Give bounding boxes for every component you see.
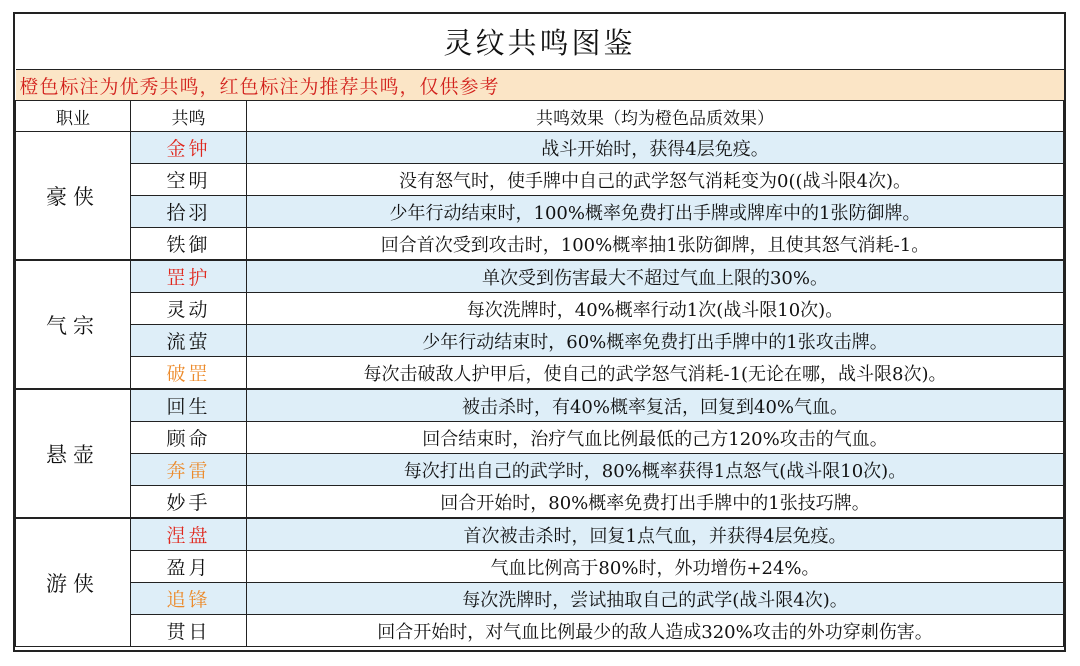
table-row bbox=[16, 454, 1064, 486]
table-row bbox=[16, 164, 1064, 196]
table-row bbox=[16, 518, 1064, 551]
resonance-table bbox=[15, 14, 1064, 647]
resonance-effect: 每次洗牌时，尝试抽取自己的武学(战斗限4次)。 bbox=[247, 583, 1064, 615]
job-cell: 游侠 bbox=[16, 518, 131, 647]
resonance-name: 奔雷 bbox=[131, 454, 247, 486]
resonance-effect: 回合首次受到攻击时，100%概率抽1张防御牌，且使其怒气消耗-1。 bbox=[247, 228, 1064, 261]
table-row bbox=[16, 196, 1064, 228]
table-row bbox=[16, 422, 1064, 454]
resonance-name: 空明 bbox=[131, 164, 247, 196]
resonance-effect: 每次洗牌时，40%概率行动1次(战斗限10次)。 bbox=[247, 293, 1064, 325]
table-row bbox=[16, 486, 1064, 519]
table-row bbox=[16, 260, 1064, 293]
resonance-effect: 回合结束时，治疗气血比例最低的己方120%攻击的气血。 bbox=[247, 422, 1064, 454]
resonance-effect: 少年行动结束时，60%概率免费打出手牌中的1张攻击牌。 bbox=[247, 325, 1064, 357]
resonance-effect: 少年行动结束时，100%概率免费打出手牌或牌库中的1张防御牌。 bbox=[247, 196, 1064, 228]
table-row bbox=[16, 325, 1064, 357]
table-header-row bbox=[16, 101, 1064, 132]
resonance-name: 顾命 bbox=[131, 422, 247, 454]
job-cell: 悬壶 bbox=[16, 389, 131, 518]
resonance-name: 回生 bbox=[131, 389, 247, 422]
table-row bbox=[16, 389, 1064, 422]
resonance-effect: 单次受到伤害最大不超过气血上限的30%。 bbox=[247, 260, 1064, 293]
resonance-name: 盈月 bbox=[131, 551, 247, 583]
resonance-name: 拾羽 bbox=[131, 196, 247, 228]
resonance-effect: 战斗开始时，获得4层免疫。 bbox=[247, 132, 1064, 164]
resonance-name: 流萤 bbox=[131, 325, 247, 357]
codex-sheet bbox=[13, 12, 1066, 652]
page-title: 灵纹共鸣图鉴 bbox=[16, 14, 1064, 70]
resonance-effect: 回合开始时，对气血比例最少的敌人造成320%攻击的外功穿刺伤害。 bbox=[247, 615, 1064, 647]
table-row bbox=[16, 293, 1064, 325]
header-effect: 共鸣效果（均为橙色品质效果） bbox=[247, 101, 1064, 132]
resonance-name: 金钟 bbox=[131, 132, 247, 164]
table-row bbox=[16, 615, 1064, 647]
resonance-effect: 被击杀时，有40%概率复活，回复到40%气血。 bbox=[247, 389, 1064, 422]
resonance-effect: 回合开始时，80%概率免费打出手牌中的1张技巧牌。 bbox=[247, 486, 1064, 519]
job-cell: 豪侠 bbox=[16, 132, 131, 261]
resonance-effect: 没有怒气时，使手牌中自己的武学怒气消耗变为0((战斗限4次)。 bbox=[247, 164, 1064, 196]
resonance-name: 铁御 bbox=[131, 228, 247, 261]
resonance-name: 罡护 bbox=[131, 260, 247, 293]
resonance-name: 贯日 bbox=[131, 615, 247, 647]
resonance-effect: 气血比例高于80%时，外功增伤+24%。 bbox=[247, 551, 1064, 583]
resonance-name: 追锋 bbox=[131, 583, 247, 615]
table-body bbox=[16, 132, 1064, 647]
resonance-name: 涅盘 bbox=[131, 518, 247, 551]
resonance-effect: 每次击破敌人护甲后，使自己的武学怒气消耗-1(无论在哪，战斗限8次)。 bbox=[247, 357, 1064, 390]
table-row bbox=[16, 583, 1064, 615]
job-cell: 气宗 bbox=[16, 260, 131, 389]
resonance-name: 妙手 bbox=[131, 486, 247, 519]
resonance-name: 灵动 bbox=[131, 293, 247, 325]
header-name: 共鸣 bbox=[131, 101, 247, 132]
legend-note: 橙色标注为优秀共鸣，红色标注为推荐共鸣，仅供参考 bbox=[16, 70, 1064, 101]
resonance-effect: 首次被击杀时，回复1点气血，并获得4层免疫。 bbox=[247, 518, 1064, 551]
table-row bbox=[16, 228, 1064, 261]
table-row bbox=[16, 132, 1064, 164]
resonance-effect: 每次打出自己的武学时，80%概率获得1点怒气(战斗限10次)。 bbox=[247, 454, 1064, 486]
header-job: 职业 bbox=[16, 101, 131, 132]
table-row bbox=[16, 357, 1064, 390]
table-row bbox=[16, 551, 1064, 583]
resonance-name: 破罡 bbox=[131, 357, 247, 390]
